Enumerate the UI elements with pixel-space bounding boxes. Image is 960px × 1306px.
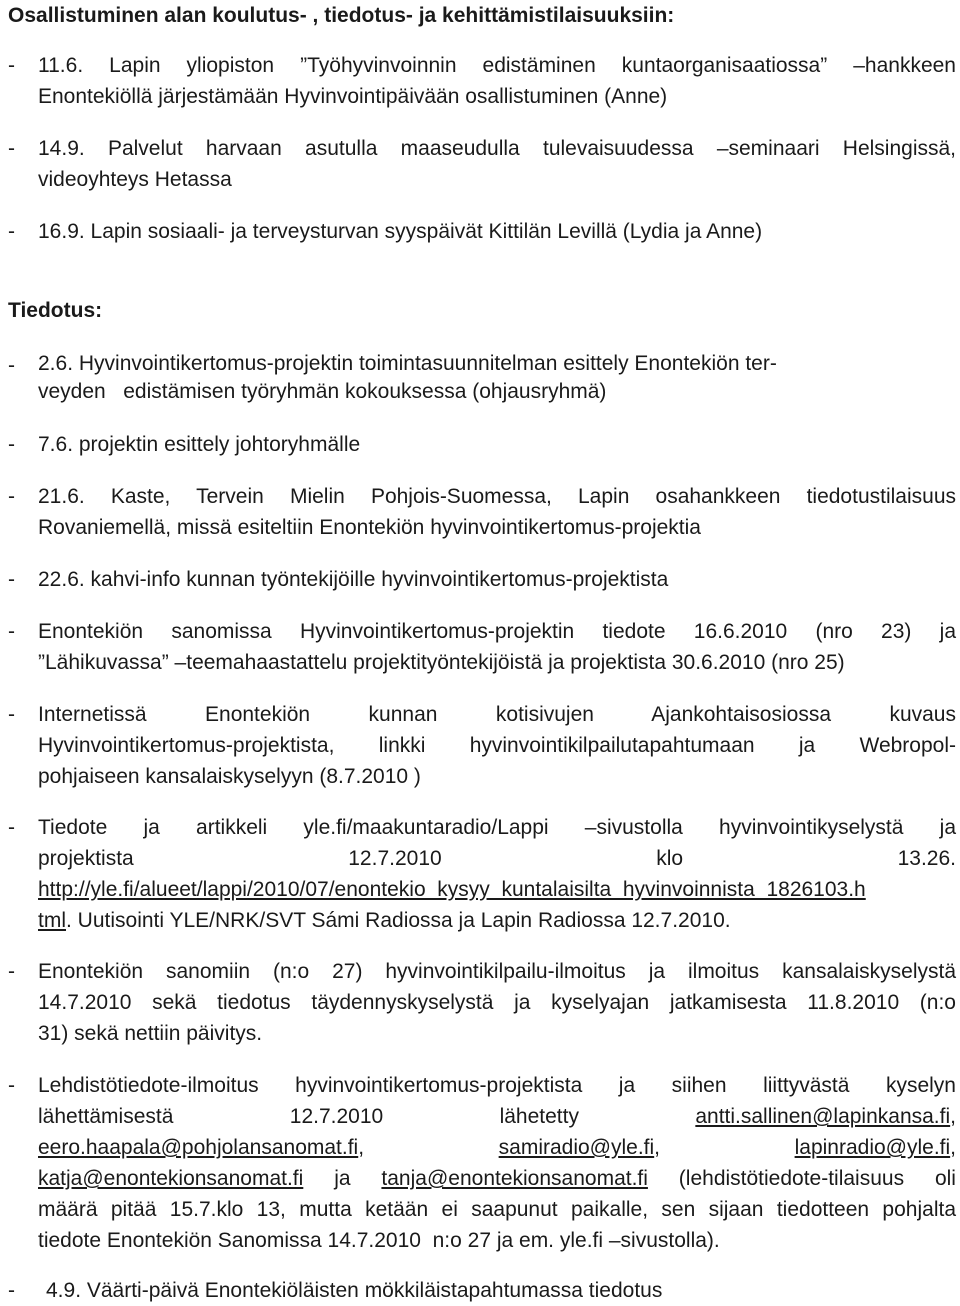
comma: ,	[358, 1136, 365, 1159]
section-heading-training: Osallistuminen alan koulutus- , tiedotus- ja kehittämistilaisuuksiin:	[8, 4, 675, 27]
list-item	[0, 1070, 958, 1256]
comma: ,	[654, 1136, 661, 1159]
item-text-line: 11.6. Lapin yliopiston ”Työhyvinvoinnin edistäminen kuntaorganisaatiossa” –hankkeen	[38, 54, 956, 77]
section-heading-communication: Tiedotus:	[8, 299, 103, 322]
list-item	[0, 616, 958, 678]
item-text-line: 14.7.2010 sekä tiedotus täydennyskyselystä ja kyselyajan jatkamisesta 11.8.2010 (n:o	[38, 991, 956, 1014]
item-text-line: 16.9. Lapin sosiaali- ja terveysturvan syyspäivät Kittilän Levillä (Lydia ja Anne)	[38, 220, 763, 243]
list-item	[0, 699, 958, 792]
comma: ,	[950, 1136, 956, 1159]
bullet-dash: -	[8, 960, 15, 983]
item-text-line	[38, 874, 956, 905]
item-text-line: määrä pitää 15.7.klo 13, mutta ketään ei saapunut paikalle, sen sijaan tiedotteen pohjalta	[38, 1198, 956, 1221]
item-text-line: 31) sekä nettiin päivitys.	[38, 1022, 263, 1045]
item-text-line: 2.6. Hyvinvointikertomus-projektin toimintasuunnitelman esittely Enontekiön ter-	[38, 352, 777, 375]
email-link-samiradio[interactable]: samiradio@yle.fi	[498, 1136, 655, 1159]
bullet-dash: -	[8, 1074, 15, 1097]
item-text-line: Enontekiön sanomissa Hyvinvointikertomus-projektin tiedote 16.6.2010 (nro 23) ja	[38, 620, 956, 643]
item-text-line: Tiedote ja artikkeli yle.fi/maakuntaradio/Lappi –sivustolla hyvinvointikyselystä ja	[38, 816, 956, 839]
bullet-dash: -	[8, 433, 15, 456]
item-text-line: pohjaiseen kansalaiskyselyyn (8.7.2010 )	[38, 765, 421, 788]
item-text: ja	[334, 1167, 351, 1190]
item-text-line: Rovaniemellä, missä esiteltiin Enontekiön hyvinvointikertomus-projektia	[38, 516, 701, 539]
bullet-dash: -	[8, 1279, 15, 1302]
list-item	[0, 133, 958, 195]
list-item	[0, 1275, 958, 1306]
item-text-line: 22.6. kahvi-info kunnan työntekijöille hyvinvointikertomus-projektista	[38, 568, 669, 591]
item-text: . Uutisointi YLE/NRK/SVT Sámi Radiossa ja Lapin Radiossa 12.7.2010.	[66, 909, 731, 932]
list-item	[0, 812, 958, 936]
bullet-dash: -	[8, 485, 15, 508]
item-text-line: 21.6. Kaste, Tervein Mielin Pohjois-Suomessa, Lapin osahankkeen tiedotustilaisuus	[38, 485, 956, 508]
item-text-line: videoyhteys Hetassa	[38, 168, 232, 191]
list-item	[0, 350, 958, 406]
bullet-dash: -	[8, 703, 15, 726]
item-text-line	[38, 905, 956, 936]
item-text-line: 7.6. projektin esittely johtoryhmälle	[38, 433, 361, 456]
comma: ,	[950, 1105, 956, 1128]
item-text-line: tiedote Enontekiön Sanomissa 14.7.2010 n:o 27 ja em. yle.fi –sivustolla).	[38, 1229, 720, 1252]
item-text: (lehdistötiedote-tilaisuus oli	[678, 1167, 956, 1190]
yle-article-link[interactable]: http://yle.fi/alueet/lappi/2010/07/enontekio_kysyy_kuntalaisilta_hyvinvoinnista_1826103.h	[38, 878, 866, 901]
bullet-dash: -	[8, 568, 15, 591]
item-text-line: Enontekiön sanomiin (n:o 27) hyvinvointikilpailu-ilmoitus ja ilmoitus kansalaiskyselystä	[38, 960, 956, 983]
bullet-dash: -	[8, 620, 15, 643]
item-text-line: Lehdistötiedote-ilmoitus hyvinvointikertomus-projektista ja siihen liittyvästä kyselyn	[38, 1074, 956, 1097]
item-text-line: ”Lähikuvassa” –teemahaastattelu projektityöntekijöistä ja projektista 30.6.2010 (nro 25)	[38, 651, 845, 674]
item-text-line	[38, 1132, 956, 1163]
list-item	[0, 216, 958, 247]
email-link-antti[interactable]: antti.sallinen@lapinkansa.fi	[695, 1105, 951, 1128]
email-link-tanja[interactable]: tanja@enontekionsanomat.fi	[381, 1167, 648, 1190]
list-item	[0, 50, 958, 112]
item-text-line	[38, 1163, 956, 1194]
item-text-line: 14.9. Palvelut harvaan asutulla maaseudulla tulevaisuudessa –seminaari Helsingissä,	[38, 137, 956, 160]
item-text-line: 4.9. Väärti-päivä Enontekiöläisten mökkiläistapahtumassa tiedotus	[46, 1279, 663, 1302]
email-link-lapinradio[interactable]: lapinradio@yle.fi	[794, 1136, 951, 1159]
bullet-dash: -	[8, 816, 15, 839]
item-text-line: Enontekiöllä järjestämään Hyvinvointipäivään osallistuminen (Anne)	[38, 85, 668, 108]
bullet-dash: -	[8, 220, 15, 243]
item-text-line	[38, 1101, 956, 1132]
list-item	[0, 481, 958, 543]
bullet-dash: -	[8, 354, 15, 377]
bullet-dash: -	[8, 54, 15, 77]
list-item	[0, 429, 958, 460]
item-text: lähettämisestä 12.7.2010 lähetetty	[38, 1105, 579, 1128]
email-link-katja[interactable]: katja@enontekionsanomat.fi	[38, 1167, 304, 1190]
list-item	[0, 564, 958, 595]
yle-article-link-continued[interactable]: tml	[38, 909, 66, 932]
list-item	[0, 956, 958, 1049]
email-link-eero[interactable]: eero.haapala@pohjolansanomat.fi	[38, 1136, 359, 1159]
bullet-dash: -	[8, 137, 15, 160]
item-text-line: Hyvinvointikertomus-projektista, linkki hyvinvointikilpailutapahtumaan ja Webropol-	[38, 734, 956, 757]
item-text-line: veyden edistämisen työryhmän kokouksessa (ohjausryhmä)	[38, 380, 607, 403]
item-text-line: Internetissä Enontekiön kunnan kotisivujen Ajankohtaisosiossa kuvaus	[38, 703, 956, 726]
item-text-line: projektista 12.7.2010 klo 13.26.	[38, 847, 956, 870]
